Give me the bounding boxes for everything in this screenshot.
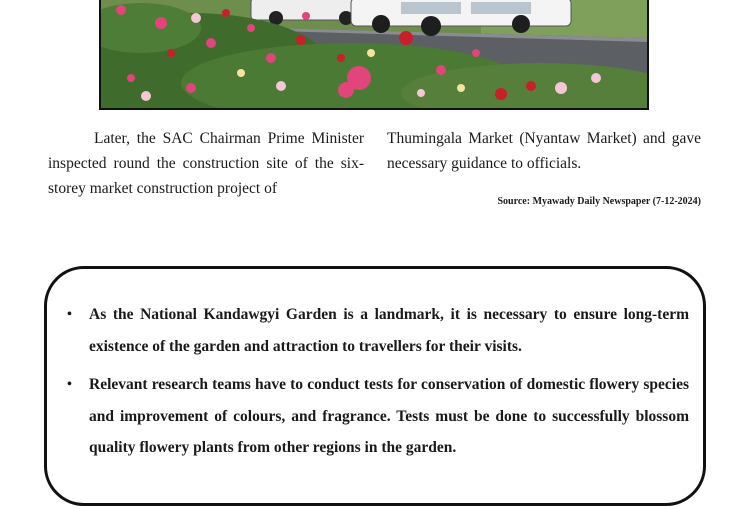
- article-photo: [99, 0, 649, 110]
- key-points-list: [67, 299, 689, 471]
- rose-garden-vehicles-image: [101, 0, 647, 108]
- article-text-left-column: Later, the SAC Chairman Prime Minister inspected round the construction site of the six-storey market construction project of: [48, 130, 364, 197]
- list-item-text: Relevant research teams have to conduct tests for conservation of domestic flowery species and improvement of colours, and fragrance. Tests must be done to successfully blossom quality flowery plants from other regions in the garden.: [89, 376, 689, 456]
- bullet-icon: •: [67, 307, 72, 322]
- bullet-icon: •: [67, 377, 72, 392]
- key-points-box: [44, 266, 706, 506]
- list-item-text: As the National Kandawgyi Garden is a landmark, it is necessary to ensure long-term existence of the garden and attraction to travellers for their visits.: [89, 306, 689, 355]
- article-text-right-column: Thumingala Market (Nyantaw Market) and gave necessary guidance to officials.: [387, 130, 701, 172]
- list-item: [67, 299, 689, 362]
- source-citation: Source: Myawady Daily Newspaper (7-12-2024): [497, 196, 701, 207]
- list-item: [67, 369, 689, 464]
